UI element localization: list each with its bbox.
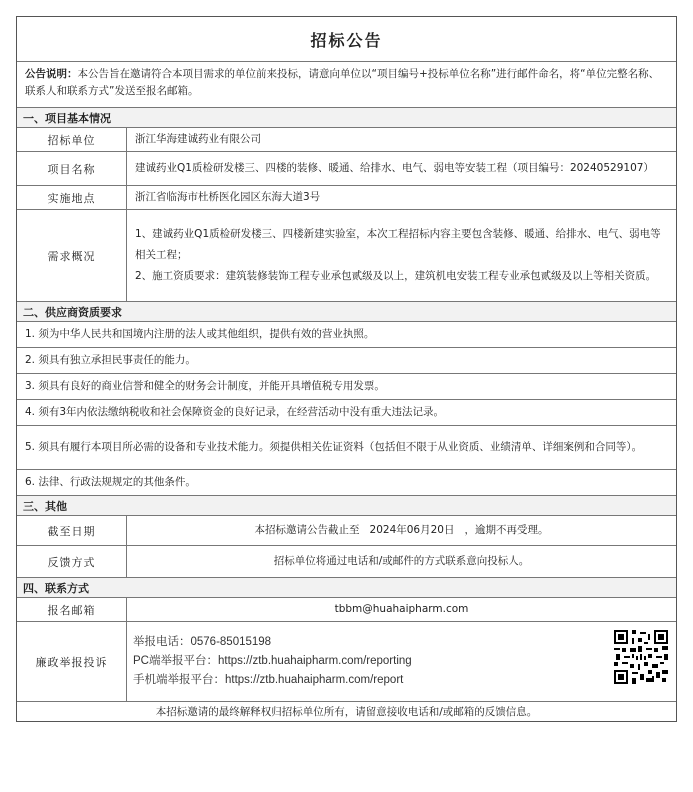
value-project-name: 建诚药业Q1质检研发楼三、四楼的装修、暖通、给排水、电气、弱电等安装工程（项目编号：20240529107） bbox=[135, 162, 654, 174]
footer-disclaimer: 本招标邀请的最终解释权归招标单位所有，请留意接收电话和/或邮箱的反馈信息。 bbox=[17, 701, 676, 721]
value-feedback: 招标单位将通过电话和/或邮件的方式联系意向投标人。 bbox=[273, 555, 530, 567]
row-bidding-unit bbox=[17, 127, 676, 151]
report-pc-link[interactable]: PC端举报平台：https://ztb.huahaipharm.com/reporting bbox=[133, 655, 412, 667]
label-feedback: 反馈方式 bbox=[17, 546, 127, 577]
qualification-item-1: 1. 须为中华人民共和国境内注册的法人或其他组织，提供有效的营业执照。 bbox=[17, 321, 676, 347]
document-title: 招标公告 bbox=[310, 30, 383, 50]
value-signup-email[interactable]: tbbm@huahaipharm.com bbox=[334, 603, 469, 615]
label-deadline: 截至日期 bbox=[17, 516, 127, 545]
value-location: 浙江省临海市杜桥医化园区东海大道3号 bbox=[135, 191, 321, 203]
section-basic-info-heading: 一、项目基本情况 bbox=[17, 107, 676, 127]
section-qualification-heading: 二、供应商资质要求 bbox=[17, 301, 676, 321]
row-demand-overview bbox=[17, 209, 676, 301]
row-feedback bbox=[17, 545, 676, 577]
qualification-item-6: 6. 法律、行政法规规定的其他条件。 bbox=[17, 469, 676, 495]
report-mobile-link[interactable]: 手机端举报平台：https://ztb.huahaipharm.com/report bbox=[133, 674, 404, 686]
row-report bbox=[17, 621, 676, 701]
report-info bbox=[127, 622, 676, 701]
value-deadline: 本招标邀请公告截止至 2024年06月20日 ，逾期不再受理。 bbox=[254, 524, 549, 536]
label-location: 实施地点 bbox=[17, 186, 127, 209]
demand-line-2: 2、施工资质要求：建筑装修装饰工程专业承包贰级及以上，建筑机电安装工程专业承包贰级及以上等相关资质。 bbox=[135, 270, 657, 282]
notice-description bbox=[17, 61, 676, 107]
qualification-item-3: 3. 须具有良好的商业信誉和健全的财务会计制度，并能开具增值税专用发票。 bbox=[17, 373, 676, 399]
label-bidding-unit: 招标单位 bbox=[17, 128, 127, 151]
value-demand-overview bbox=[127, 210, 676, 301]
label-demand-overview: 需求概况 bbox=[17, 210, 127, 301]
row-location bbox=[17, 185, 676, 209]
demand-line-1: 1、建诚药业Q1质检研发楼三、四楼新建实验室，本次工程招标内容主要包含装修、暖通、给排水、电气、弱电等相关工程； bbox=[135, 228, 661, 261]
label-project-name: 项目名称 bbox=[17, 152, 127, 185]
tender-notice-document bbox=[16, 16, 677, 722]
row-deadline bbox=[17, 515, 676, 545]
value-bidding-unit: 浙江华海建诚药业有限公司 bbox=[135, 133, 261, 145]
notice-label: 公告说明： bbox=[25, 68, 78, 80]
row-project-name bbox=[17, 151, 676, 185]
notice-text: 本公告旨在邀请符合本项目需求的单位前来投标，请意向单位以“项目编号+投标单位名称”进行邮件命名，将“单位完整名称、联系人和联系方式”发送至报名邮箱。 bbox=[25, 68, 660, 97]
qualification-item-4: 4. 须有3年内依法缴纳税收和社会保障资金的良好记录，在经营活动中没有重大违法记录。 bbox=[17, 399, 676, 425]
report-phone: 举报电话：0576-85015198 bbox=[133, 636, 272, 648]
section-contact-heading: 四、联系方式 bbox=[17, 577, 676, 597]
label-report: 廉政举报投诉 bbox=[17, 622, 127, 701]
label-signup-email: 报名邮箱 bbox=[17, 598, 127, 621]
qualification-item-5: 5. 须具有履行本项目所必需的设备和专业技术能力。须提供相关佐证资料（包括但不限于从业资质、业绩清单、详细案例和合同等）。 bbox=[17, 425, 676, 469]
qualification-item-2: 2. 须具有独立承担民事责任的能力。 bbox=[17, 347, 676, 373]
section-other-heading: 三、其他 bbox=[17, 495, 676, 515]
qr-code-icon bbox=[614, 630, 668, 684]
row-signup-email bbox=[17, 597, 676, 621]
